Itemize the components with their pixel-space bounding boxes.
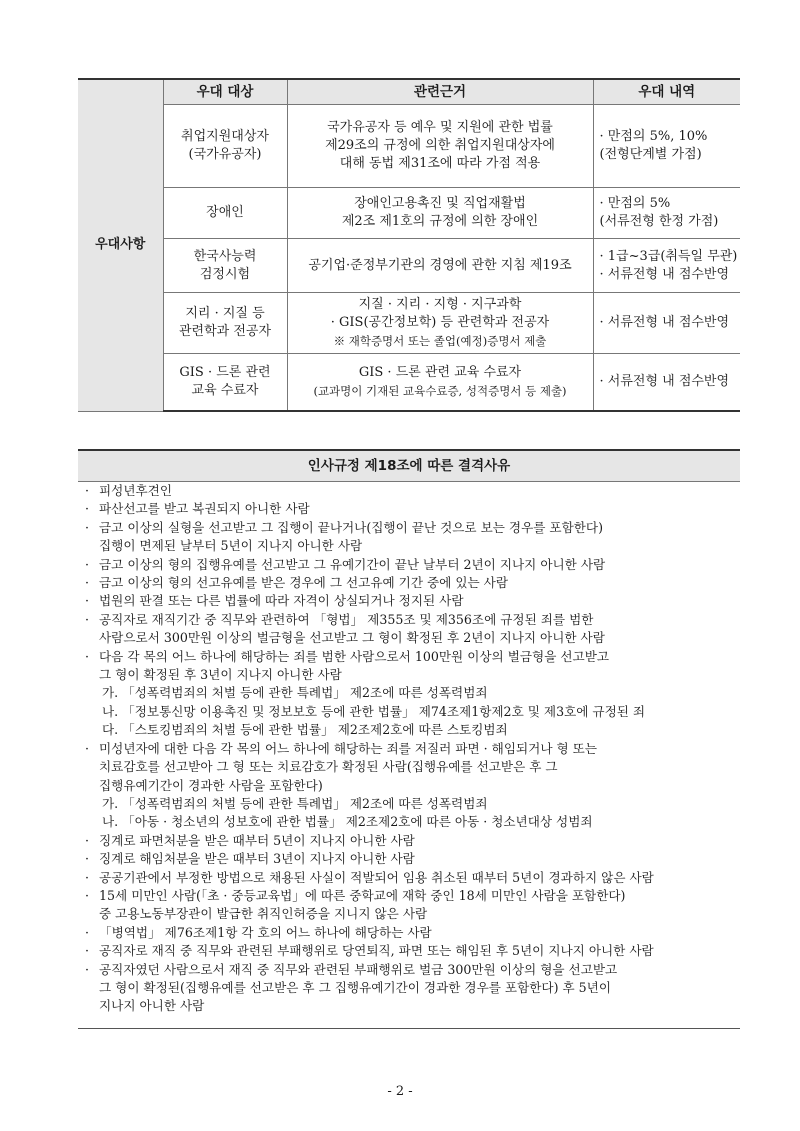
bullet-icon: · [85,483,90,498]
cell-line: 공기업·준정부기관의 경영에 관한 지침 제19조 [308,257,572,273]
bullet-icon: · [85,943,90,959]
bullet-icon: · [85,961,90,977]
cell-line: 국가유공자 등 예우 및 지원에 관한 법률 [327,120,553,135]
bullet-icon: · [85,740,90,756]
column-header: 우대 내역 [593,79,740,105]
bullet-icon: · [85,593,90,609]
list-item [78,519,740,537]
target-cell [163,188,287,239]
list-item-text: 지나지 아니한 사람 [99,998,205,1014]
list-item [78,887,740,905]
list-item [78,850,740,868]
list-item-text: 사람으로서 300만원 이상의 벌금형을 선고받고 그 형이 확정된 후 2년이 지나지 아니한 사람 [99,630,605,646]
list-item-text: 징계로 파면처분을 받은 때부터 5년이 지나지 아니한 사람 [99,832,415,848]
list-item-text: 금고 이상의 형의 선고유예를 받은 경우에 그 선고유예 기간 중에 있는 사람 [99,575,509,591]
list-item-text: 미성년자에 대한 다음 각 목의 어느 하나에 해당하는 죄를 저질러 파면 · 해임되거나 형 또는 [99,740,598,756]
cell-line: · GIS(공간정보학) 등 관련학과 전공자 [330,315,550,330]
cell-line: · 만점의 5%, 10% [599,129,708,144]
basis-cell [287,188,593,239]
cell-line: 대해 동법 제31조에 따라 가점 적용 [339,156,541,171]
basis-cell [287,105,593,188]
bullet-icon: · [85,519,90,535]
cell-line: · 서류전형 내 점수반영 [599,315,730,330]
list-item-text: 다음 각 목의 어느 하나에 해당하는 죄를 범한 사람으로서 100만원 이상의 벌금형을 선고받고 [99,648,610,664]
list-item [78,813,740,831]
list-item [78,592,740,610]
list-item [78,979,740,997]
list-item [78,537,740,555]
cell-line: 교육 수료자 [191,383,259,398]
cell-line: 한국사능력 [193,248,257,264]
list-item-text: 파산선고를 받고 복권되지 아니한 사람 [99,501,310,517]
cell-line: (교과명이 기재된 교육수료증, 성적증명서 등 제출) [313,384,567,398]
page-number: - 2 - [387,1084,413,1099]
cell-line: 취업지원대상자 [181,129,269,144]
list-item-text: 징계로 해임처분을 받은 때부터 3년이 지나지 아니한 사람 [99,851,415,867]
table-row [78,188,740,239]
list-item-text: 공공기관에서 부정한 방법으로 채용된 사실이 적발되어 임용 취소된 때부터 5년이 경과하지 않은 사람 [99,869,654,885]
list-item-text: 집행이 면제된 날부터 5년이 지나지 아니한 사람 [99,538,363,554]
list-item [78,905,740,923]
list-item [78,869,740,887]
cell-line: (국가유공자) [188,147,262,162]
list-item-text: 치료감호를 선고받아 그 형 또는 치료감호가 확정된 사람(집행유예를 선고받은 후 그 [99,759,558,775]
bullet-icon: · [85,851,90,867]
cell-line: 장애인 [206,205,244,220]
target-cell [163,239,287,293]
list-item [78,703,740,721]
list-item [78,924,740,942]
list-item [78,666,740,684]
benefit-cell [593,105,740,188]
basis-cell [287,354,593,412]
cell-line: (전형단계별 가점) [599,147,702,162]
preference-table [78,78,740,412]
bullet-icon: · [85,575,90,591]
benefit-cell [593,239,740,293]
cell-line: · 만점의 5% [599,196,671,211]
list-item-text: 피성년후견인 [99,483,172,498]
bullet-icon: · [85,832,90,848]
cell-line: GIS · 드론 관련 교육 수료자 [358,365,522,380]
list-item-text: 그 형이 확정된 후 3년이 지나지 아니한 사람 [99,667,342,683]
list-item [78,629,740,647]
list-item-text: 금고 이상의 형의 집행유예를 선고받고 그 유예기간이 끝난 날부터 2년이 지나지 아니한 사람 [99,556,606,572]
table-row [78,105,740,188]
list-item-text: 나. 「아동 · 청소년의 성보호에 관한 법률」 제2조제2호에 따른 아동 · 청소년대상 성범죄 [102,814,593,830]
cell-line: 지리 · 지질 등 [185,306,265,321]
list-item-text: 공직자로 재직 중 직무와 관련된 부패행위로 당연퇴직, 파면 또는 해임된 후 5년이 지나지 아니한 사람 [99,943,654,959]
list-item [78,482,740,500]
basis-cell [287,239,593,293]
list-item-text: 중 고용노동부장관이 발급한 취직인허증을 지니지 않은 사람 [99,906,428,922]
list-item-text: 15세 미만인 사람(「초 · 중등교육법」에 따른 중학교에 재학 중인 18세 미만인 사람을 포함한다) [99,887,626,903]
bullet-icon: · [85,869,90,885]
bullet-icon: · [85,924,90,940]
table-row [78,293,740,354]
column-header: 관련근거 [287,79,593,105]
list-item [78,684,740,702]
cell-line: 장애인고용촉진 및 직업재활법 [354,196,526,211]
list-item [78,777,740,795]
list-item [78,795,740,813]
list-item-text: 나. 「정보통신망 이용촉진 및 정보보호 등에 관한 법률」 제74조제1항제2호 및 제3호에 규정된 죄 [102,703,646,719]
bullet-icon: · [85,611,90,627]
list-item-text: 「병역법」 제76조제1항 각 호의 어느 하나에 해당하는 사람 [99,924,432,940]
benefit-cell [593,188,740,239]
cell-line: · 서류전형 내 점수반영 [599,266,730,282]
cell-line: 제2조 제1호의 규정에 의한 장애인 [341,214,539,229]
bullet-icon: · [85,556,90,572]
list-item [78,556,740,574]
list-item [78,832,740,850]
list-item-text: 다. 「스토킹범죄의 처벌 등에 관한 법률」 제2조제2호에 따른 스토킹범죄 [102,722,508,738]
cell-line: GIS · 드론 관련 [179,365,271,380]
list-item [78,500,740,518]
list-item-text: 그 형이 확정된(집행유예를 선고받은 후 그 집행유예기간이 경과한 경우를 포함한다) 후 5년이 [99,979,611,995]
list-item [78,942,740,960]
cell-line: 제29조의 규정에 의한 취업지원대상자에 [325,138,555,153]
cell-line: 관련학과 전공자 [178,324,272,339]
cell-line: · 1급~3급(취득일 무관) [599,248,738,264]
list-item [78,961,740,979]
cell-line: (서류전형 한정 가점) [599,214,719,229]
basis-cell [287,293,593,354]
list-item-text: 집행유예기간이 경과한 사람을 포함한다) [99,777,323,793]
list-item-text: 공직자로 재직기간 중 직무와 관련하여 「형법」 제355조 및 제356조에 규정된 죄를 범한 [99,611,594,627]
bullet-icon: · [85,887,90,903]
list-item [78,611,740,629]
cell-line: · 서류전형 내 점수반영 [599,374,730,389]
table-row [78,239,740,293]
list-item [78,721,740,739]
list-item [78,997,740,1015]
list-item-text: 공직자였던 사람으로서 재직 중 직무와 관련된 부패행위로 벌금 300만원 이상의 형을 선고받고 [99,961,618,977]
list-item-text: 가. 「성폭력범죄의 처벌 등에 관한 특례법」 제2조에 따른 성폭력범죄 [102,685,488,701]
list-item-text: 금고 이상의 실형을 선고받고 그 집행이 끝나거나(집행이 끝난 것으로 보는 경우를 포함한다) [99,519,603,535]
table-row [78,354,740,412]
list-item-text: 법원의 판결 또는 다른 법률에 따라 자격이 상실되거나 정지된 사람 [99,593,464,609]
list-item [78,648,740,666]
category-cell: 우대사항 [78,79,163,411]
column-header: 우대 대상 [163,79,287,105]
bullet-icon: · [85,501,90,517]
disqualification-title: 인사규정 제18조에 따른 결격사유 [78,449,740,482]
list-item [78,758,740,776]
disqualification-list [78,482,740,1029]
target-cell [163,354,287,412]
cell-line: 검정시험 [199,266,251,282]
benefit-cell [593,354,740,412]
cell-line: 지질 · 지리 · 지형 · 지구과학 [358,297,522,312]
list-item [78,740,740,758]
list-item [78,574,740,592]
target-cell [163,105,287,188]
benefit-cell [593,293,740,354]
target-cell [163,293,287,354]
cell-line: ※ 재학증명서 또는 졸업(예정)증명서 제출 [333,334,547,348]
list-item-text: 가. 「성폭력범죄의 처벌 등에 관한 특례법」 제2조에 따른 성폭력범죄 [102,795,488,811]
bullet-icon: · [85,648,90,664]
